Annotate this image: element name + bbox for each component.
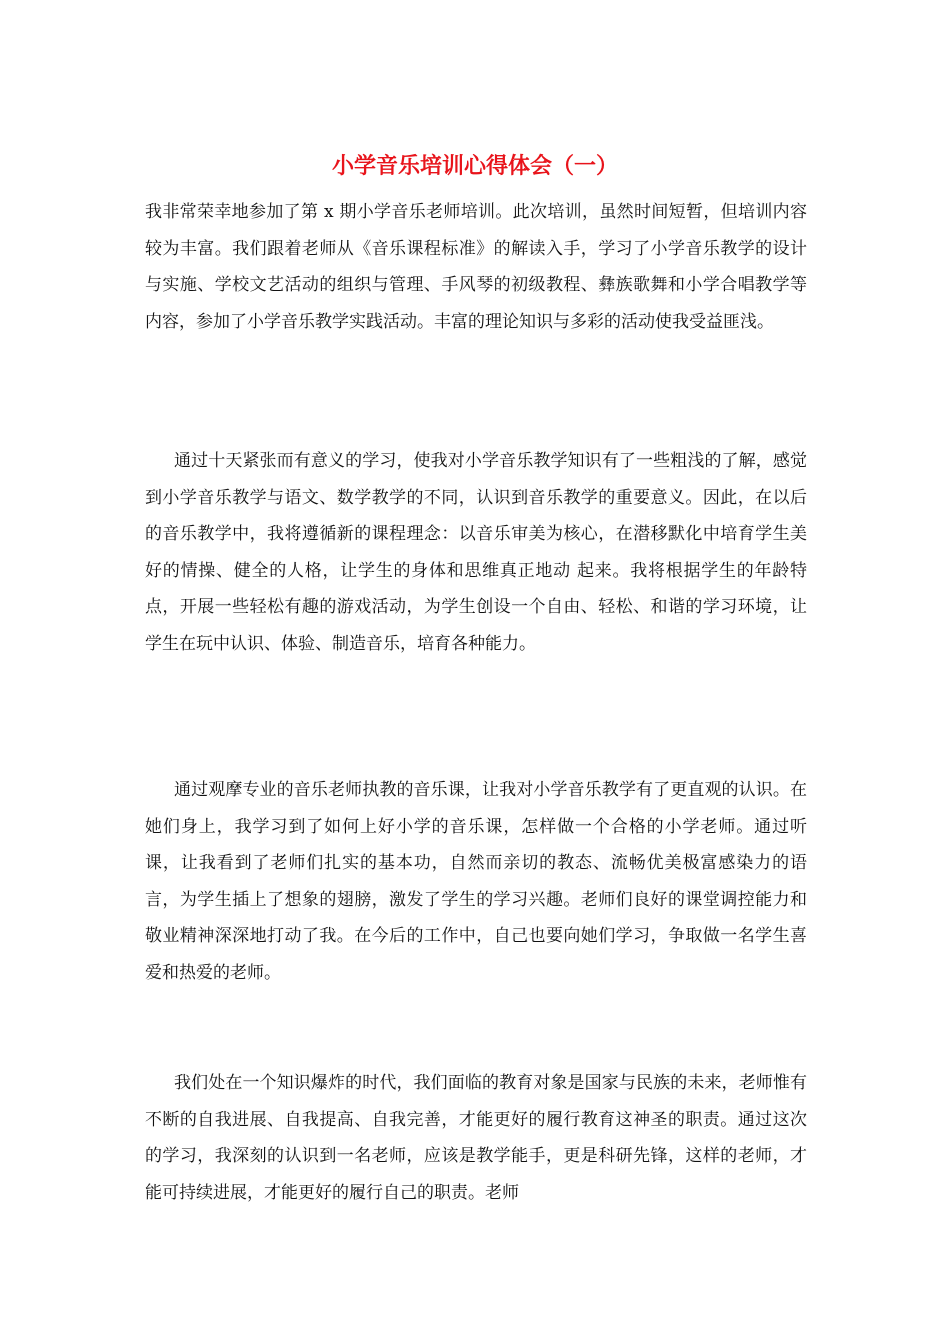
paragraph-learning: 通过十天紧张而有意义的学习，使我对小学音乐教学知识有了一些粗浅的了解，感觉到小学音乐教学与语文、数学教学的不同，认识到音乐教学的重要意义。因此，在以后的音乐教学中，我将遵循新的课程理念：以音乐审美为核心，在潜移默化中培育学生美好的情操、健全的人格，让学生的身体和思维真正地动 起来。我将根据学生的年龄特点，开展一些轻松有趣的游戏活动，为学生创设一个自由、轻松、和谐的学习环境，让学生在玩中认识、体验、制造音乐，培育各种能力。 — [145, 451, 807, 654]
paragraph-era: 我们处在一个知识爆炸的时代，我们面临的教育对象是国家与民族的未来，老师惟有不断的自我进展、自我提高、自我完善，才能更好的履行教育这神圣的职责。通过这次的学习，我深刻的认识到一名老师，应该是教学能手，更是科研先锋，这样的老师，才能可持续进展，才能更好的履行自己的职责。老师 — [145, 1073, 807, 1203]
paragraph-observation: 通过观摩专业的音乐老师执教的音乐课，让我对小学音乐教学有了更直观的认识。在她们身上，我学习到了如何上好小学的音乐课，怎样做一个合格的小学老师。通过听课，让我看到了老师们扎实的基本功，自然而亲切的教态、流畅优美极富感染力的语言，为学生插上了想象的翅膀，激发了学生的学习兴趣。老师们良好的课堂调控能力和敬业精神深深地打动了我。在今后的工作中，自己也要向她们学习，争取做一名学生喜爱和热爱的老师。 — [145, 780, 807, 983]
document-title: 小学音乐培训心得体会（一） — [331, 153, 618, 179]
paragraph-intro: 我非常荣幸地参加了第 x 期小学音乐老师培训。此次培训，虽然时间短暂，但培训内容较为丰富。我们跟着老师从《音乐课程标准》的解读入手，学习了小学音乐教学的设计与实施、学校文艺活动的组织与管理、手风琴的初级教程、彝族歌舞和小学合唱教学等内容，参加了小学音乐教学实践活动。丰富的理论知识与多彩的活动使我受益匪浅。 — [145, 202, 807, 332]
